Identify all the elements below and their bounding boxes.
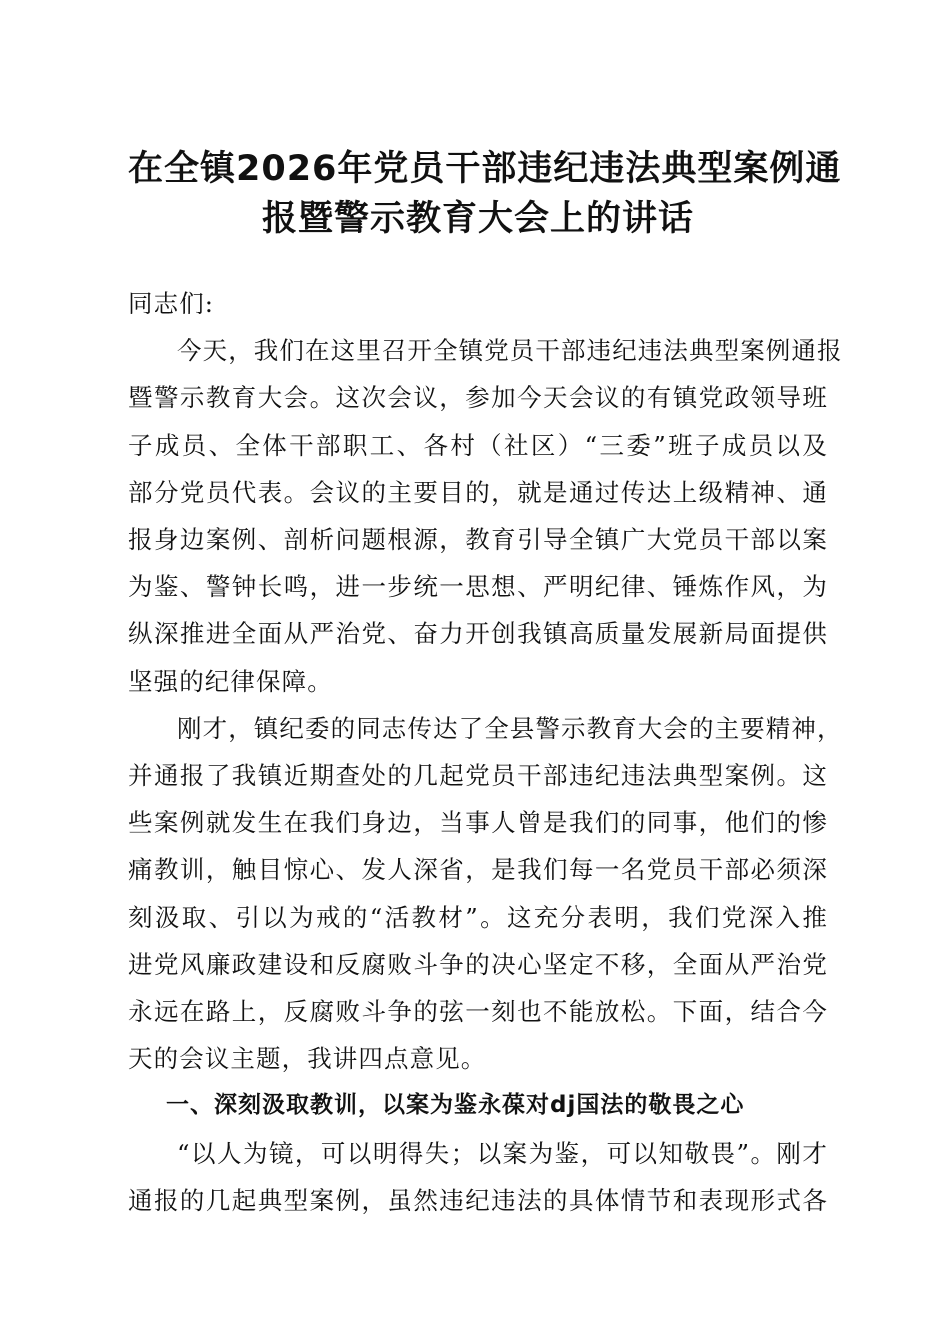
- paragraph-line: 通报的几起典型案例，虽然违纪违法的具体情节和表现形式各: [128, 1185, 828, 1215]
- title-line-1: 在全镇2026年党员干部违纪违法典型案例通: [128, 149, 842, 189]
- paragraph-line: 今天，我们在这里召开全镇党员干部违纪违法典型案例通报: [177, 336, 843, 366]
- paragraph-line: 天的会议主题，我讲四点意见。: [128, 1044, 487, 1074]
- paragraph-line: 刚才，镇纪委的同志传达了全县警示教育大会的主要精神，: [177, 713, 843, 743]
- paragraph-line: 子成员、全体干部职工、各村（社区）“三委”班子成员以及: [128, 430, 828, 460]
- paragraph-section-1: [128, 1130, 828, 1224]
- paragraph-line: 并通报了我镇近期查处的几起党员干部违纪违法典型案例。这: [128, 761, 828, 791]
- paragraph-line: 永远在路上，反腐败斗争的弦一刻也不能放松。下面，结合今: [128, 997, 828, 1027]
- paragraph-case-report: [128, 705, 843, 1083]
- paragraph-opening: [128, 327, 843, 705]
- paragraph-line: 纵深推进全面从严治党、奋力开创我镇高质量发展新局面提供: [128, 619, 828, 649]
- paragraph-line: 坚强的纪律保障。: [128, 666, 333, 696]
- paragraph-line: 暨警示教育大会。这次会议，参加今天会议的有镇党政领导班: [128, 383, 828, 413]
- section-heading-1: 一、深刻汲取教训，以案为鉴永葆对dj国法的敬畏之心: [166, 1092, 745, 1119]
- paragraph-line: 痛教训，触目惊心、发人深省，是我们每一名党员干部必须深: [128, 855, 828, 885]
- paragraph-line: “以人为镜，可以明得失；以案为鉴，可以知敬畏”。刚才: [177, 1138, 828, 1168]
- paragraph-line: 部分党员代表。会议的主要目的，就是通过传达上级精神、通: [128, 477, 828, 507]
- paragraph-line: 刻汲取、引以为戒的“活教材”。这充分表明，我们党深入推: [128, 902, 828, 932]
- paragraph-line: 报身边案例、剖析问题根源，教育引导全镇广大党员干部以案: [128, 525, 828, 555]
- paragraph-line: 为鉴、警钟长鸣，进一步统一思想、严明纪律、锤炼作风，为: [128, 572, 828, 602]
- document-body: [128, 280, 843, 1224]
- salutation: 同志们:: [128, 289, 215, 318]
- paragraph-line: 些案例就发生在我们身边，当事人曾是我们的同事，他们的惨: [128, 808, 828, 838]
- document-title: [128, 144, 842, 244]
- title-line-2: 报暨警示教育大会上的讲话: [261, 199, 694, 239]
- paragraph-line: 进党风廉政建设和反腐败斗争的决心坚定不移，全面从严治党: [128, 949, 828, 979]
